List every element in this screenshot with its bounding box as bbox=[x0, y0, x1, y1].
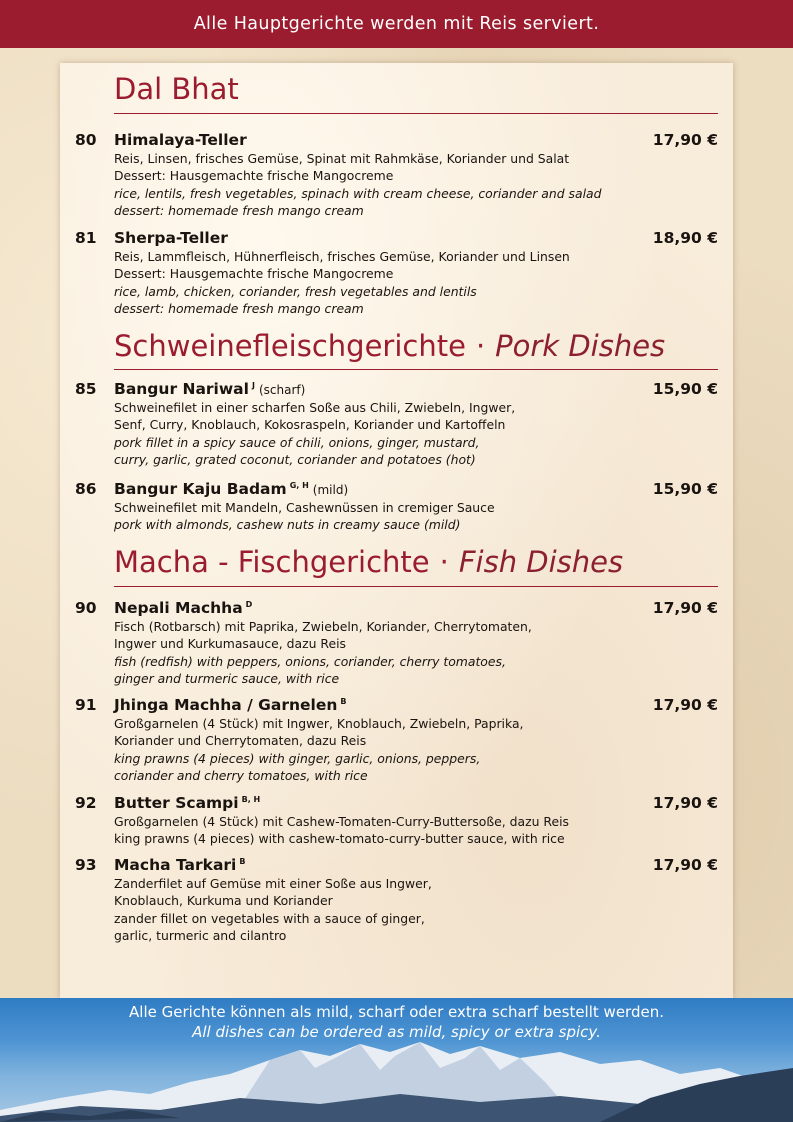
allergen-codes: J bbox=[251, 381, 255, 390]
desc-line-en: rice, lamb, chicken, coriander, fresh vegetables and lentils bbox=[114, 283, 477, 299]
section-title-en: Fish Dishes bbox=[458, 545, 624, 579]
spice-note: (mild) bbox=[312, 483, 349, 497]
item-price: 15,90 € bbox=[652, 380, 718, 398]
desc-line-de: Schweinefilet mit Mandeln, Cashewnüssen in cremiger Sauce bbox=[114, 500, 495, 515]
item-description bbox=[114, 248, 704, 318]
allergen-codes: B, H bbox=[241, 795, 261, 804]
desc-line-de: Ingwer und Kurkumasauce, dazu Reis bbox=[114, 636, 346, 652]
item-name: Nepali Machha $^D$ bbox=[114, 599, 253, 617]
desc-line-en: coriander and cherry tomatoes, with rice bbox=[114, 768, 368, 784]
section-title-de: Macha - Fischgerichte bbox=[114, 545, 430, 579]
item-name: Bangur Nariwal $^J$ (scharf) bbox=[114, 380, 306, 398]
desc-line-de: Reis, Linsen, frisches Gemüse, Spinat mit Rahmkäse, Koriander und Salat bbox=[114, 151, 570, 166]
section-title-dal-bhat bbox=[114, 72, 239, 106]
desc-line-en: pork fillet in a spicy sauce of chili, onions, ginger, mustard, bbox=[114, 434, 480, 450]
desc-line-de: Dessert: Hausgemachte frische Mangocreme bbox=[114, 168, 394, 184]
item-number: 81 bbox=[75, 229, 97, 247]
section-title-pork: Schweinefleischgerichte · Pork Dishes bbox=[114, 329, 666, 363]
section-title-en: Pork Dishes bbox=[495, 329, 666, 363]
spice-note: (scharf) bbox=[258, 383, 306, 397]
desc-line-en: pork with almonds, cashew nuts in creamy sauce (mild) bbox=[114, 517, 461, 533]
item-number: 85 bbox=[75, 380, 97, 398]
item-price: 17,90 € bbox=[652, 794, 718, 812]
desc-line-en: king prawns (4 pieces) with cashew-tomato-curry-butter sauce, with rice bbox=[114, 831, 565, 847]
top-banner bbox=[0, 0, 793, 48]
desc-line-de: Koriander und Cherrytomaten, dazu Reis bbox=[114, 733, 367, 749]
item-description bbox=[114, 875, 704, 945]
desc-line-en: dessert: homemade fresh mango cream bbox=[114, 301, 364, 317]
mountain-footer bbox=[0, 998, 793, 1122]
desc-line-en: ginger and turmeric sauce, with rice bbox=[114, 671, 340, 687]
desc-line-de: Knoblauch, Kurkuma und Koriander bbox=[114, 893, 333, 909]
item-number: 91 bbox=[75, 696, 97, 714]
footer-line-de: Alle Gerichte können als mild, scharf oder extra scharf bestellt werden. bbox=[129, 1003, 664, 1021]
desc-line-en: rice, lentils, fresh vegetables, spinach with cream cheese, coriander and salad bbox=[114, 185, 602, 201]
section-rule bbox=[114, 586, 718, 587]
item-name: Sherpa-Teller bbox=[114, 229, 228, 247]
item-number: 86 bbox=[75, 480, 97, 498]
section-rule bbox=[114, 369, 718, 370]
item-price: 18,90 € bbox=[652, 229, 718, 247]
section-title-fish: Macha - Fischgerichte · Fish Dishes bbox=[114, 545, 624, 579]
item-description bbox=[114, 618, 704, 688]
desc-line-en: dessert: homemade fresh mango cream bbox=[114, 203, 364, 219]
footer-line-en: All dishes can be ordered as mild, spicy or extra spicy. bbox=[192, 1023, 601, 1041]
desc-line-en: garlic, turmeric and cilantro bbox=[114, 928, 287, 944]
item-price: 17,90 € bbox=[652, 696, 718, 714]
item-description bbox=[114, 813, 704, 848]
desc-line-de: Fisch (Rotbarsch) mit Paprika, Zwiebeln, Koriander, Cherrytomaten, bbox=[114, 619, 532, 634]
banner-text: Alle Hauptgerichte werden mit Reis serviert. bbox=[193, 14, 600, 34]
desc-line-de: Zanderfilet auf Gemüse mit einer Soße aus Ingwer, bbox=[114, 876, 432, 891]
item-number: 93 bbox=[75, 856, 97, 874]
item-price: 15,90 € bbox=[652, 480, 718, 498]
item-name: Himalaya-Teller bbox=[114, 131, 247, 149]
desc-line-en: fish (redfish) with peppers, onions, coriander, cherry tomatoes, bbox=[114, 653, 506, 669]
item-description bbox=[114, 150, 704, 220]
item-description bbox=[114, 499, 704, 534]
item-number: 92 bbox=[75, 794, 97, 812]
item-name: Bangur Kaju Badam $^{G, H}$ (mild) bbox=[114, 480, 349, 498]
allergen-codes: D bbox=[245, 600, 253, 609]
item-description bbox=[114, 399, 704, 469]
item-name: Macha Tarkari $^B$ bbox=[114, 856, 246, 874]
desc-line-de: Großgarnelen (4 Stück) mit Ingwer, Knoblauch, Zwiebeln, Paprika, bbox=[114, 716, 524, 731]
allergen-codes: B bbox=[239, 857, 246, 866]
section-rule bbox=[114, 113, 718, 114]
item-number: 90 bbox=[75, 599, 97, 617]
section-title-de: Schweinefleischgerichte bbox=[114, 329, 466, 363]
item-price: 17,90 € bbox=[652, 856, 718, 874]
desc-line-de: Dessert: Hausgemachte frische Mangocreme bbox=[114, 266, 394, 282]
item-number: 80 bbox=[75, 131, 97, 149]
desc-line-de: Großgarnelen (4 Stück) mit Cashew-Tomaten-Curry-Buttersoße, dazu Reis bbox=[114, 814, 570, 829]
allergen-codes: G, H bbox=[289, 481, 309, 490]
allergen-codes: B bbox=[340, 697, 347, 706]
item-name: Jhinga Machha / Garnelen $^B$ bbox=[114, 696, 347, 714]
item-name: Butter Scampi $^{B, H}$ bbox=[114, 794, 261, 812]
item-description bbox=[114, 715, 704, 785]
item-price: 17,90 € bbox=[652, 599, 718, 617]
desc-line-de: Reis, Lammfleisch, Hühnerfleisch, frisches Gemüse, Koriander und Linsen bbox=[114, 249, 570, 264]
desc-line-en: curry, garlic, grated coconut, coriander and potatoes (hot) bbox=[114, 452, 476, 468]
item-price: 17,90 € bbox=[652, 131, 718, 149]
desc-line-de: Schweinefilet in einer scharfen Soße aus Chili, Zwiebeln, Ingwer, bbox=[114, 400, 516, 415]
desc-line-de: Senf, Curry, Knoblauch, Kokosraspeln, Koriander und Kartoffeln bbox=[114, 417, 506, 433]
section-title-de: Dal Bhat bbox=[114, 72, 239, 106]
desc-line-en: zander fillet on vegetables with a sauce of ginger, bbox=[114, 910, 425, 926]
desc-line-en: king prawns (4 pieces) with ginger, garlic, onions, peppers, bbox=[114, 750, 481, 766]
